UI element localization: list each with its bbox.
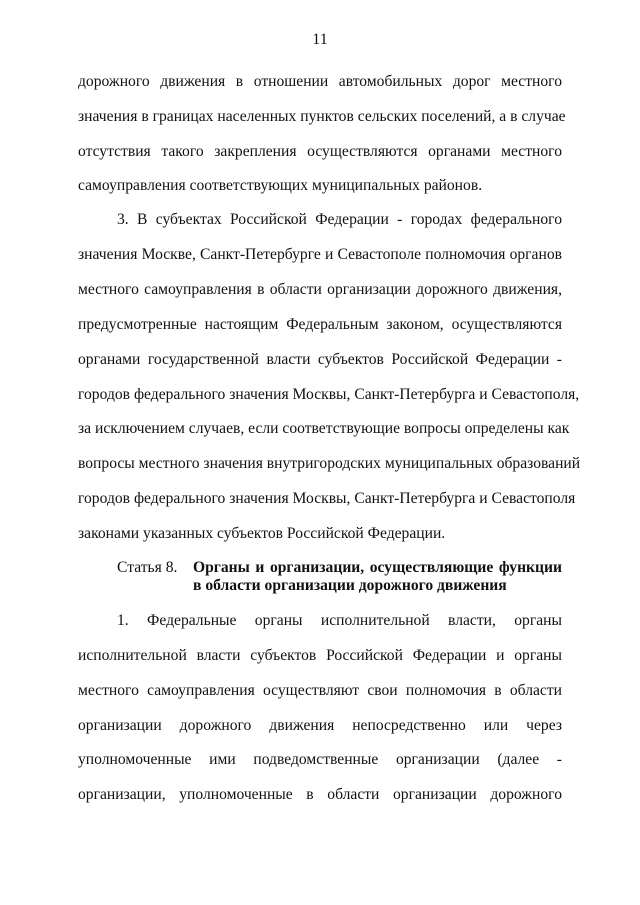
text-line: предусмотренные настоящим Федеральным законом, осуществляются [78, 316, 562, 333]
text-line: органами государственной власти субъектов Российской Федерации - [78, 351, 562, 368]
page-number: 11 [312, 31, 328, 48]
text-line: уполномоченные ими подведомственные организации (далее - [78, 751, 562, 768]
article-title-line: в области организации дорожного движения [193, 577, 507, 594]
article-title-line: Органы и организации, осуществляющие функции [193, 559, 562, 576]
paragraph-start-line: 1. Федеральные органы исполнительной власти, органы [117, 612, 562, 629]
text-line: значения в границах населенных пунктов сельских поселений, а в случае [78, 108, 566, 125]
article-title [193, 559, 562, 595]
text-line: организации дорожного движения непосредственно или через [78, 717, 562, 734]
text-line: значения Москве, Санкт-Петербурге и Севастополе полномочия органов [78, 246, 562, 263]
text-line: городов федерального значения Москвы, Санкт-Петербурга и Севастополя [78, 490, 576, 507]
text-line: организации, уполномоченные в области организации дорожного [78, 786, 562, 803]
text-line: городов федерального значения Москвы, Санкт-Петербурга и Севастополя, [78, 386, 580, 403]
text-line: за исключением случаев, если соответствующие вопросы определены как [78, 420, 570, 437]
text-line: законами указанных субъектов Российской Федерации. [78, 525, 446, 542]
text-line: дорожного движения в отношении автомобильных дорог местного [78, 73, 562, 90]
text-line: вопросы местного значения внутригородских муниципальных образований [78, 455, 581, 472]
text-line: отсутствия такого закрепления осуществляются органами местного [78, 143, 562, 160]
paragraph-start-line: 3. В субъектах Российской Федерации - городах федерального [117, 211, 562, 228]
article-label: Статья 8. [117, 559, 178, 576]
text-line: исполнительной власти субъектов Российской Федерации и органы [78, 647, 562, 664]
text-line: местного самоуправления в области организации дорожного движения, [78, 281, 562, 298]
text-line: местного самоуправления осуществляют свои полномочия в области [78, 682, 562, 699]
text-line: самоуправления соответствующих муниципальных районов. [78, 177, 483, 194]
